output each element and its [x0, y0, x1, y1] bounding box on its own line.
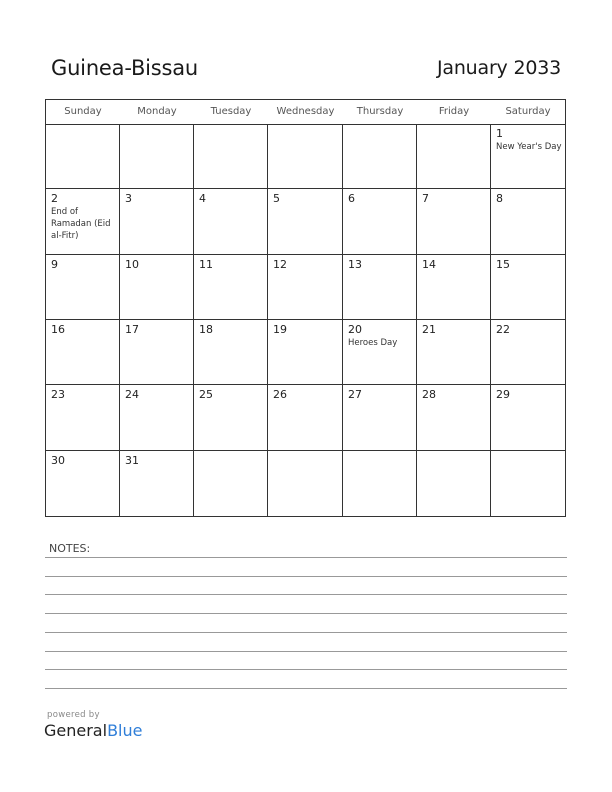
note-line: [45, 669, 567, 670]
day-number: 7: [422, 192, 429, 205]
day-number: 29: [496, 388, 510, 401]
weekday-header-row: [46, 100, 565, 125]
holiday-label: Heroes Day: [348, 338, 398, 348]
calendar-day-cell: [343, 451, 417, 516]
calendar-day-cell: [491, 189, 565, 255]
note-line: [45, 688, 567, 689]
calendar-day-cell: [268, 451, 343, 516]
calendar-grid: [45, 99, 566, 517]
powered-by-text: powered by: [47, 710, 100, 720]
calendar-day-cell: [343, 320, 417, 385]
day-number: 12: [273, 258, 287, 271]
calendar-day-cell: [120, 255, 194, 320]
calendar-day-cell: [268, 320, 343, 385]
calendar-day-cell: [268, 124, 343, 189]
weekday-header-wednesday: Wednesday: [276, 106, 335, 117]
note-line: [45, 594, 567, 595]
day-number: 25: [199, 388, 213, 401]
day-number: 31: [125, 454, 139, 467]
weekday-header-sunday: Sunday: [64, 106, 102, 117]
day-number: 4: [199, 192, 206, 205]
calendar-day-cell: [194, 189, 268, 255]
calendar-day-cell: [268, 189, 343, 255]
weekday-header-monday: Monday: [137, 106, 177, 117]
calendar-day-cell: [194, 124, 268, 189]
day-number: 15: [496, 258, 510, 271]
calendar-country-title: Guinea-Bissau: [51, 56, 199, 80]
calendar-day-cell: [194, 320, 268, 385]
weekday-header-thursday: Thursday: [356, 106, 404, 117]
day-number: 11: [199, 258, 213, 271]
calendar-day-cell: [343, 124, 417, 189]
calendar-day-cell: [417, 385, 491, 451]
day-number: 30: [51, 454, 65, 467]
calendar-day-cell: [268, 385, 343, 451]
calendar-day-cell: [417, 189, 491, 255]
brand-blue-text: Blue: [107, 721, 143, 740]
calendar-day-cell: [194, 385, 268, 451]
day-number: 17: [125, 323, 139, 336]
calendar-day-cell: [343, 255, 417, 320]
calendar-day-cell: [46, 189, 120, 255]
day-number: 20: [348, 323, 362, 336]
calendar-day-cell: [343, 385, 417, 451]
day-number: 5: [273, 192, 280, 205]
day-number: 6: [348, 192, 355, 205]
holiday-label: New Year's Day: [496, 142, 562, 152]
calendar-day-cell: [491, 385, 565, 451]
holiday-label: End of Ramadan (Eid al-Fitr): [51, 207, 111, 241]
day-number: 16: [51, 323, 65, 336]
note-line: [45, 613, 567, 614]
calendar-day-cell: [120, 451, 194, 516]
calendar-day-cell: [343, 189, 417, 255]
day-number: 2: [51, 192, 58, 205]
day-number: 13: [348, 258, 362, 271]
calendar-day-cell: [417, 124, 491, 189]
day-number: 26: [273, 388, 287, 401]
day-number: 23: [51, 388, 65, 401]
note-line: [45, 557, 567, 558]
calendar-day-cell: [194, 451, 268, 516]
day-number: 9: [51, 258, 58, 271]
calendar-day-cell: [417, 255, 491, 320]
calendar-day-cell: [46, 124, 120, 189]
calendar-day-cell: [417, 320, 491, 385]
day-number: 18: [199, 323, 213, 336]
calendar-day-cell: [46, 255, 120, 320]
calendar-day-cell: [491, 320, 565, 385]
day-number: 21: [422, 323, 436, 336]
weekday-header-saturday: Saturday: [505, 106, 551, 117]
day-number: 8: [496, 192, 503, 205]
day-number: 1: [496, 127, 503, 140]
notes-label: NOTES:: [49, 542, 91, 555]
brand-general-text: General: [44, 721, 108, 740]
day-number: 3: [125, 192, 132, 205]
calendar-day-cell: [120, 385, 194, 451]
calendar-day-cell: [268, 255, 343, 320]
note-line: [45, 632, 567, 633]
note-line: [45, 576, 567, 577]
calendar-day-cell: [120, 320, 194, 385]
calendar-day-cell: [46, 451, 120, 516]
day-number: 27: [348, 388, 362, 401]
calendar-day-cell: [491, 124, 565, 189]
calendar-day-cell: [46, 385, 120, 451]
day-number: 24: [125, 388, 139, 401]
calendar-day-cell: [417, 451, 491, 516]
calendar-day-cell: [491, 451, 565, 516]
day-number: 14: [422, 258, 436, 271]
day-number: 19: [273, 323, 287, 336]
note-line: [45, 651, 567, 652]
weekday-header-friday: Friday: [438, 106, 470, 117]
generalblue-logo: [44, 721, 142, 740]
calendar-day-cell: [120, 124, 194, 189]
calendar-day-cell: [46, 320, 120, 385]
day-number: 10: [125, 258, 139, 271]
calendar-month-title: January 2033: [436, 57, 561, 79]
day-number: 22: [496, 323, 510, 336]
day-number: 28: [422, 388, 436, 401]
calendar-day-cell: [120, 189, 194, 255]
weekday-header-tuesday: Tuesday: [210, 106, 252, 117]
calendar-day-cell: [194, 255, 268, 320]
calendar-day-cell: [491, 255, 565, 320]
